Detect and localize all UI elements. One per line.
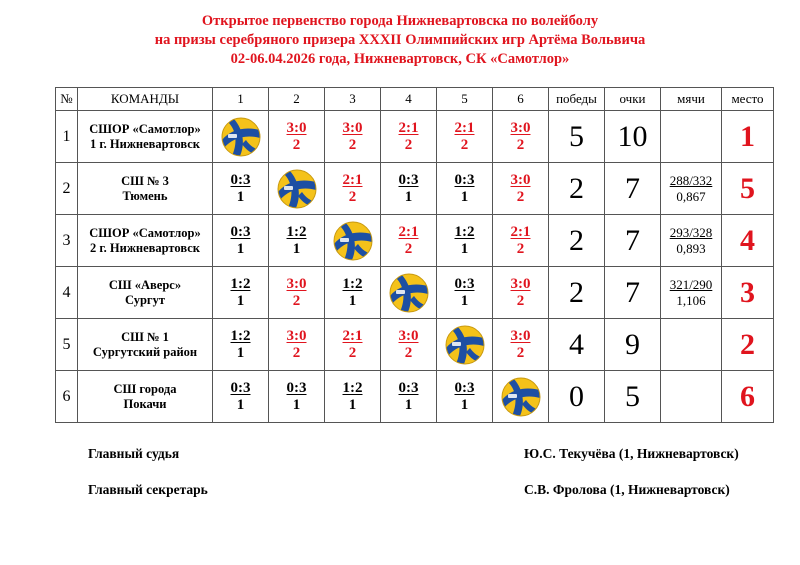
header-title: Открытое первенство города Нижневартовска по волейболу <box>201 13 599 29</box>
match-points: 2 <box>404 136 413 153</box>
balls-coefficient: 0,867 <box>676 188 706 204</box>
match-score-cell <box>269 319 325 371</box>
column-header: КОМАНДЫ <box>78 88 213 111</box>
team-name: СШ № 3 <box>121 173 169 188</box>
balls-ratio: 293/328 <box>669 224 713 240</box>
column-header: 3 <box>325 88 381 111</box>
diagonal-ball-cell <box>213 111 269 163</box>
match-points: 1 <box>292 396 301 413</box>
match-points: 2 <box>348 136 357 153</box>
match-points: 1 <box>348 292 357 309</box>
set-score: 3:0 <box>510 171 531 188</box>
match-score-cell <box>213 163 269 215</box>
wins-cell: 2 <box>549 163 605 215</box>
points-cell: 5 <box>605 371 661 423</box>
match-points: 1 <box>404 396 413 413</box>
set-score: 0:3 <box>230 171 251 188</box>
balls-coefficient: 0,893 <box>676 240 706 256</box>
match-points: 2 <box>516 292 525 309</box>
match-points: 1 <box>236 344 245 361</box>
volleyball-icon <box>444 324 486 366</box>
column-header: место <box>722 88 774 111</box>
judge-name: Ю.С. Текучёва (1, Нижневартовск) <box>524 446 739 461</box>
match-score-cell <box>381 163 437 215</box>
match-points: 1 <box>460 396 469 413</box>
match-points: 2 <box>348 344 357 361</box>
balls-ratio-cell <box>661 371 722 423</box>
set-score: 3:0 <box>286 327 307 344</box>
volleyball-icon <box>500 376 542 418</box>
match-score-cell <box>437 371 493 423</box>
match-points: 1 <box>236 240 245 257</box>
match-points: 1 <box>236 292 245 309</box>
wins-cell: 5 <box>549 111 605 163</box>
set-score: 0:3 <box>230 223 251 240</box>
match-points: 1 <box>460 292 469 309</box>
set-score: 3:0 <box>286 275 307 292</box>
set-score: 2:1 <box>454 119 475 136</box>
team-cell <box>78 163 213 215</box>
team-name: СШОР «Самотлор» <box>89 225 201 240</box>
wins-cell: 2 <box>549 215 605 267</box>
match-score-cell <box>437 215 493 267</box>
place-cell: 1 <box>722 111 774 163</box>
column-header: 2 <box>269 88 325 111</box>
match-points: 2 <box>404 344 413 361</box>
set-score: 2:1 <box>342 327 363 344</box>
match-points: 1 <box>292 240 301 257</box>
team-cell <box>78 371 213 423</box>
tournament-header <box>0 12 800 69</box>
volleyball-icon <box>332 220 374 262</box>
match-points: 1 <box>460 240 469 257</box>
match-score-cell <box>381 319 437 371</box>
set-score: 3:0 <box>510 119 531 136</box>
place-cell: 6 <box>722 371 774 423</box>
row-number: 3 <box>56 215 78 267</box>
team-cell <box>78 111 213 163</box>
table-row <box>56 267 774 319</box>
balls-coefficient: 1,106 <box>676 292 706 308</box>
match-points: 2 <box>516 136 525 153</box>
row-number: 2 <box>56 163 78 215</box>
set-score: 1:2 <box>342 379 363 396</box>
column-header: № <box>56 88 78 111</box>
match-points: 2 <box>292 344 301 361</box>
match-score-cell <box>381 215 437 267</box>
volleyball-icon <box>276 168 318 210</box>
set-score: 0:3 <box>454 379 475 396</box>
column-header: 6 <box>493 88 549 111</box>
set-score: 2:1 <box>510 223 531 240</box>
diagonal-ball-cell <box>437 319 493 371</box>
team-cell <box>78 215 213 267</box>
match-score-cell <box>213 319 269 371</box>
points-cell: 7 <box>605 163 661 215</box>
balls-ratio-cell <box>661 163 722 215</box>
secretary-name: С.В. Фролова (1, Нижневартовск) <box>524 482 730 497</box>
set-score: 3:0 <box>398 327 419 344</box>
team-name: СШОР «Самотлор» <box>89 121 201 136</box>
results-table <box>55 87 774 423</box>
team-name: СШ № 1 <box>121 329 169 344</box>
points-cell: 9 <box>605 319 661 371</box>
team-city: 1 г. Нижневартовск <box>90 136 200 151</box>
match-points: 1 <box>348 396 357 413</box>
match-score-cell <box>381 371 437 423</box>
set-score: 1:2 <box>454 223 475 240</box>
team-name: СШ «Аверс» <box>108 277 182 292</box>
match-score-cell <box>269 371 325 423</box>
match-score-cell <box>325 267 381 319</box>
points-cell: 10 <box>605 111 661 163</box>
header-subtitle: на призы серебряного призера XXXII Олимпийских игр Артёма Вольвича <box>154 32 646 48</box>
points-cell: 7 <box>605 267 661 319</box>
match-score-cell <box>437 267 493 319</box>
set-score: 3:0 <box>510 327 531 344</box>
match-score-cell <box>269 267 325 319</box>
match-score-cell <box>325 371 381 423</box>
match-score-cell <box>437 111 493 163</box>
set-score: 2:1 <box>342 171 363 188</box>
column-header: 5 <box>437 88 493 111</box>
set-score: 3:0 <box>510 275 531 292</box>
header-row <box>56 88 774 111</box>
match-points: 2 <box>516 240 525 257</box>
table-row <box>56 215 774 267</box>
column-header: очки <box>605 88 661 111</box>
wins-cell: 2 <box>549 267 605 319</box>
set-score: 0:3 <box>454 171 475 188</box>
team-name: СШ города <box>113 381 177 396</box>
diagonal-ball-cell <box>493 371 549 423</box>
match-points: 2 <box>516 344 525 361</box>
match-score-cell <box>493 163 549 215</box>
match-points: 2 <box>516 188 525 205</box>
match-points: 2 <box>292 136 301 153</box>
set-score: 1:2 <box>230 327 251 344</box>
team-cell <box>78 319 213 371</box>
place-cell: 4 <box>722 215 774 267</box>
table-row <box>56 319 774 371</box>
match-score-cell <box>213 215 269 267</box>
place-cell: 3 <box>722 267 774 319</box>
match-points: 2 <box>460 136 469 153</box>
row-number: 1 <box>56 111 78 163</box>
set-score: 2:1 <box>398 223 419 240</box>
match-score-cell <box>381 111 437 163</box>
set-score: 1:2 <box>230 275 251 292</box>
place-cell: 5 <box>722 163 774 215</box>
match-score-cell <box>493 319 549 371</box>
match-score-cell <box>325 111 381 163</box>
team-city: 2 г. Нижневартовск <box>90 240 200 255</box>
match-score-cell <box>269 111 325 163</box>
team-cell <box>78 267 213 319</box>
set-score: 3:0 <box>286 119 307 136</box>
balls-ratio-cell <box>661 215 722 267</box>
set-score: 3:0 <box>342 119 363 136</box>
team-city: Сургутский район <box>92 344 198 359</box>
table-row <box>56 371 774 423</box>
set-score: 0:3 <box>454 275 475 292</box>
secretary-label: Главный секретарь <box>88 482 208 497</box>
volleyball-icon <box>220 116 262 158</box>
match-score-cell <box>325 163 381 215</box>
balls-ratio: 321/290 <box>669 276 713 292</box>
match-score-cell <box>213 267 269 319</box>
match-score-cell <box>493 111 549 163</box>
header-date-venue: 02-06.04.2026 года, Нижневартовск, СК «Самотлор» <box>230 51 570 67</box>
match-score-cell <box>269 215 325 267</box>
match-score-cell <box>493 215 549 267</box>
row-number: 5 <box>56 319 78 371</box>
match-points: 1 <box>236 396 245 413</box>
wins-cell: 0 <box>549 371 605 423</box>
judge-label: Главный судья <box>88 446 180 461</box>
volleyball-icon <box>388 272 430 314</box>
set-score: 0:3 <box>286 379 307 396</box>
match-points: 1 <box>460 188 469 205</box>
row-number: 4 <box>56 267 78 319</box>
diagonal-ball-cell <box>269 163 325 215</box>
team-city: Тюмень <box>122 188 168 203</box>
wins-cell: 4 <box>549 319 605 371</box>
set-score: 0:3 <box>398 379 419 396</box>
balls-ratio-cell <box>661 267 722 319</box>
team-city: Сургут <box>125 292 165 307</box>
set-score: 2:1 <box>398 119 419 136</box>
column-header: победы <box>549 88 605 111</box>
match-score-cell <box>325 319 381 371</box>
balls-ratio: 288/332 <box>669 172 713 188</box>
match-points: 1 <box>404 188 413 205</box>
set-score: 1:2 <box>286 223 307 240</box>
match-points: 2 <box>348 188 357 205</box>
team-city: Покачи <box>123 396 167 411</box>
match-points: 2 <box>404 240 413 257</box>
row-number: 6 <box>56 371 78 423</box>
table-row <box>56 163 774 215</box>
column-header: мячи <box>661 88 722 111</box>
match-points: 2 <box>292 292 301 309</box>
set-score: 0:3 <box>230 379 251 396</box>
match-score-cell <box>437 163 493 215</box>
points-cell: 7 <box>605 215 661 267</box>
diagonal-ball-cell <box>325 215 381 267</box>
table-row <box>56 111 774 163</box>
column-header: 4 <box>381 88 437 111</box>
match-points: 1 <box>236 188 245 205</box>
set-score: 0:3 <box>398 171 419 188</box>
balls-ratio-cell <box>661 111 722 163</box>
set-score: 1:2 <box>342 275 363 292</box>
match-score-cell <box>213 371 269 423</box>
place-cell: 2 <box>722 319 774 371</box>
diagonal-ball-cell <box>381 267 437 319</box>
balls-ratio-cell <box>661 319 722 371</box>
match-score-cell <box>493 267 549 319</box>
column-header: 1 <box>213 88 269 111</box>
